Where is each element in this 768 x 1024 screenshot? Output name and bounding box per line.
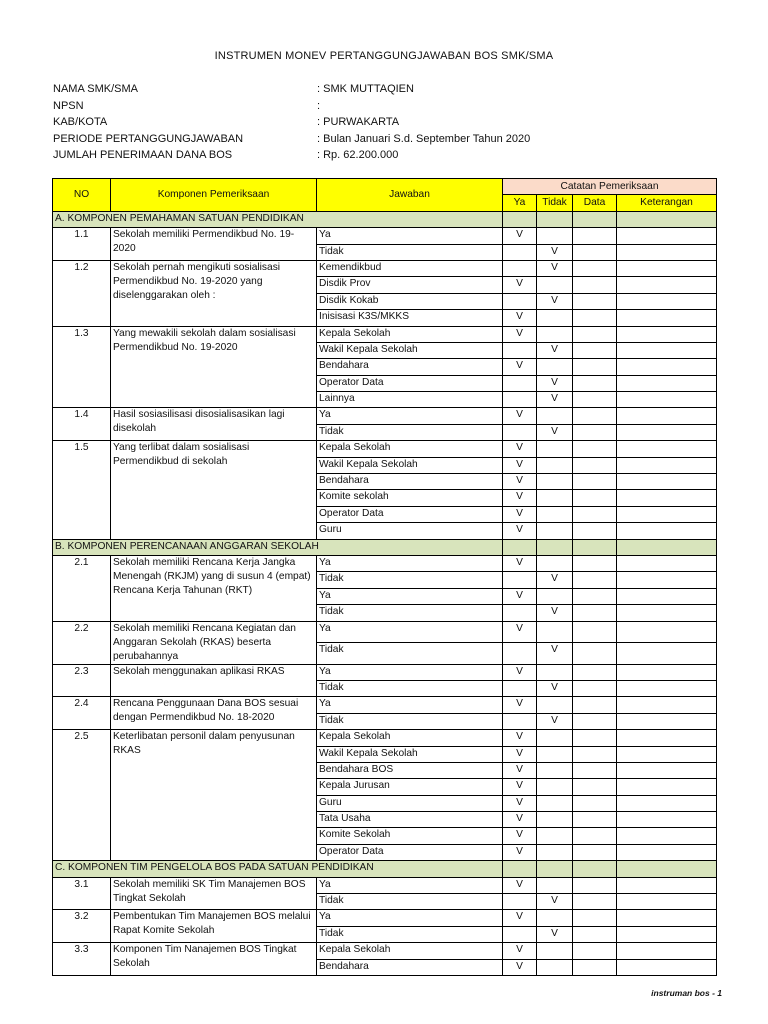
- check-ya: V: [503, 844, 537, 860]
- keterangan-cell: [617, 474, 717, 490]
- check-ya: V: [503, 326, 537, 342]
- check-ya: [503, 260, 537, 276]
- keterangan-cell: [617, 730, 717, 746]
- item-komponen: Keterlibatan personil dalam penyusunan RKAS: [111, 730, 317, 861]
- check-ya: V: [503, 812, 537, 828]
- data-cell: [573, 375, 617, 391]
- item-komponen: Sekolah memiliki Permendikbud No. 19-2020: [111, 228, 317, 261]
- answer-option: Disdik Prov: [317, 277, 503, 293]
- keterangan-cell: [617, 680, 717, 696]
- check-ya: [503, 375, 537, 391]
- check-tidak: [537, 506, 573, 522]
- item-komponen: Komponen Tim Nanajemen BOS Tingkat Sekolah: [111, 943, 317, 976]
- keterangan-cell: [617, 441, 717, 457]
- item-komponen: Yang mewakili sekolah dalam sosialisasi Permendikbud No. 19-2020: [111, 326, 317, 408]
- keterangan-cell: [617, 588, 717, 604]
- info-value: : Rp. 62.200.000: [317, 149, 399, 161]
- data-cell: [573, 877, 617, 893]
- check-ya: [503, 680, 537, 696]
- keterangan-cell: [617, 746, 717, 762]
- data-cell: [573, 326, 617, 342]
- section-empty-cell: [537, 211, 573, 227]
- check-ya: V: [503, 310, 537, 326]
- item-komponen: Sekolah memiliki Rencana Kegiatan dan Anggaran Sekolah (RKAS) beserta perubahannya: [111, 621, 317, 664]
- data-cell: [573, 572, 617, 588]
- item-number: 2.4: [53, 697, 111, 730]
- keterangan-cell: [617, 326, 717, 342]
- info-value: :: [317, 99, 321, 112]
- item-number: 3.2: [53, 910, 111, 943]
- table-row: [53, 697, 717, 713]
- check-tidak: V: [537, 244, 573, 260]
- data-cell: [573, 457, 617, 473]
- keterangan-cell: [617, 260, 717, 276]
- keterangan-cell: [617, 621, 717, 643]
- answer-option: Ya: [317, 664, 503, 680]
- answer-option: Bendahara: [317, 959, 503, 975]
- data-cell: [573, 621, 617, 643]
- check-tidak: [537, 457, 573, 473]
- info-label: NAMA SMK/SMA: [53, 83, 138, 95]
- check-tidak: [537, 228, 573, 244]
- check-ya: [503, 894, 537, 910]
- check-tidak: [537, 408, 573, 424]
- table-row: [53, 621, 717, 643]
- check-tidak: [537, 828, 573, 844]
- keterangan-cell: [617, 457, 717, 473]
- section-label: A. KOMPONEN PEMAHAMAN SATUAN PENDIDIKAN: [53, 211, 503, 227]
- answer-option: Kepala Jurusan: [317, 779, 503, 795]
- data-cell: [573, 293, 617, 309]
- header-keterangan: Keterangan: [617, 195, 717, 211]
- check-tidak: V: [537, 926, 573, 942]
- table-row: [53, 326, 717, 342]
- header-tidak: Tidak: [537, 195, 573, 211]
- item-number: 1.5: [53, 441, 111, 539]
- answer-option: Tidak: [317, 643, 503, 665]
- section-empty-cell: [573, 211, 617, 227]
- data-cell: [573, 697, 617, 713]
- keterangan-cell: [617, 277, 717, 293]
- check-tidak: [537, 621, 573, 643]
- check-ya: V: [503, 910, 537, 926]
- data-cell: [573, 506, 617, 522]
- header-komponen: Komponen Pemeriksaan: [111, 179, 317, 212]
- answer-option: Ya: [317, 228, 503, 244]
- answer-option: Tidak: [317, 894, 503, 910]
- item-number: 1.3: [53, 326, 111, 408]
- check-tidak: V: [537, 260, 573, 276]
- check-ya: V: [503, 506, 537, 522]
- answer-option: Ya: [317, 555, 503, 571]
- data-cell: [573, 680, 617, 696]
- section-empty-cell: [573, 539, 617, 555]
- check-ya: [503, 926, 537, 942]
- check-ya: V: [503, 762, 537, 778]
- check-ya: [503, 572, 537, 588]
- section-label: B. KOMPONEN PERENCANAAN ANGGARAN SEKOLAH: [53, 539, 503, 555]
- check-ya: [503, 424, 537, 440]
- keterangan-cell: [617, 697, 717, 713]
- check-ya: V: [503, 877, 537, 893]
- answer-option: Kemendikbud: [317, 260, 503, 276]
- keterangan-cell: [617, 844, 717, 860]
- check-ya: V: [503, 474, 537, 490]
- check-tidak: [537, 762, 573, 778]
- check-tidak: [537, 697, 573, 713]
- item-komponen: Sekolah menggunakan aplikasi RKAS: [111, 664, 317, 697]
- check-ya: V: [503, 828, 537, 844]
- inspection-table: [52, 178, 717, 976]
- item-komponen: Rencana Penggunaan Dana BOS sesuai dengan Permendikbud No. 18-2020: [111, 697, 317, 730]
- answer-option: Wakil Kepala Sekolah: [317, 342, 503, 358]
- keterangan-cell: [617, 959, 717, 975]
- check-ya: V: [503, 588, 537, 604]
- check-tidak: [537, 779, 573, 795]
- keterangan-cell: [617, 490, 717, 506]
- item-komponen: Yang terlibat dalam sosialisasi Permendikbud di sekolah: [111, 441, 317, 539]
- check-tidak: [537, 277, 573, 293]
- section-row: [53, 861, 717, 877]
- keterangan-cell: [617, 572, 717, 588]
- keterangan-cell: [617, 359, 717, 375]
- section-empty-cell: [617, 539, 717, 555]
- check-tidak: [537, 795, 573, 811]
- section-empty-cell: [537, 539, 573, 555]
- check-tidak: V: [537, 572, 573, 588]
- data-cell: [573, 260, 617, 276]
- table-row: [53, 260, 717, 276]
- info-label: KAB/KOTA: [53, 116, 108, 128]
- table-row: [53, 943, 717, 959]
- keterangan-cell: [617, 795, 717, 811]
- keterangan-cell: [617, 877, 717, 893]
- data-cell: [573, 359, 617, 375]
- check-tidak: [537, 664, 573, 680]
- data-cell: [573, 277, 617, 293]
- data-cell: [573, 926, 617, 942]
- answer-option: Tidak: [317, 713, 503, 729]
- check-tidak: [537, 844, 573, 860]
- check-ya: V: [503, 621, 537, 643]
- check-ya: V: [503, 523, 537, 539]
- check-tidak: [537, 910, 573, 926]
- info-label: PERIODE PERTANGGUNGJAWABAN: [53, 132, 244, 145]
- keterangan-cell: [617, 310, 717, 326]
- keterangan-cell: [617, 910, 717, 926]
- answer-option: Tidak: [317, 605, 503, 621]
- item-number: 2.2: [53, 621, 111, 664]
- data-cell: [573, 228, 617, 244]
- check-tidak: [537, 310, 573, 326]
- info-value: : SMK MUTTAQIEN: [317, 83, 414, 95]
- item-number: 3.3: [53, 943, 111, 976]
- answer-option: Ya: [317, 588, 503, 604]
- data-cell: [573, 244, 617, 260]
- keterangan-cell: [617, 926, 717, 942]
- data-cell: [573, 555, 617, 571]
- header-data: Data: [573, 195, 617, 211]
- keterangan-cell: [617, 762, 717, 778]
- check-ya: V: [503, 457, 537, 473]
- check-ya: [503, 342, 537, 358]
- check-tidak: [537, 326, 573, 342]
- header-catatan: Catatan Pemeriksaan: [503, 179, 717, 195]
- answer-option: Disdik Kokab: [317, 293, 503, 309]
- data-cell: [573, 746, 617, 762]
- section-row: [53, 539, 717, 555]
- data-cell: [573, 812, 617, 828]
- keterangan-cell: [617, 228, 717, 244]
- data-cell: [573, 310, 617, 326]
- data-cell: [573, 730, 617, 746]
- check-tidak: V: [537, 293, 573, 309]
- section-empty-cell: [537, 861, 573, 877]
- data-cell: [573, 894, 617, 910]
- check-ya: V: [503, 664, 537, 680]
- table-row: [53, 730, 717, 746]
- answer-option: Ya: [317, 877, 503, 893]
- data-cell: [573, 523, 617, 539]
- check-ya: V: [503, 730, 537, 746]
- check-ya: [503, 605, 537, 621]
- answer-option: Ya: [317, 408, 503, 424]
- answer-option: Wakil Kepala Sekolah: [317, 746, 503, 762]
- answer-option: Operator Data: [317, 506, 503, 522]
- item-number: 1.4: [53, 408, 111, 441]
- data-cell: [573, 664, 617, 680]
- check-ya: [503, 643, 537, 665]
- answer-option: Bendahara: [317, 359, 503, 375]
- keterangan-cell: [617, 555, 717, 571]
- info-value: : PURWAKARTA: [317, 116, 400, 128]
- item-komponen: Pembentukan Tim Manajemen BOS melalui Rapat Komite Sekolah: [111, 910, 317, 943]
- check-tidak: [537, 490, 573, 506]
- answer-option: Kepala Sekolah: [317, 943, 503, 959]
- data-cell: [573, 943, 617, 959]
- data-cell: [573, 779, 617, 795]
- keterangan-cell: [617, 244, 717, 260]
- answer-option: Tidak: [317, 424, 503, 440]
- keterangan-cell: [617, 392, 717, 408]
- info-label: NPSN: [53, 99, 84, 112]
- section-empty-cell: [503, 211, 537, 227]
- keterangan-cell: [617, 713, 717, 729]
- item-komponen: Sekolah memiliki Rencana Kerja Jangka Menengah (RKJM) yang di susun 4 (empat) Rencana Kerja Tahunan (RKT): [111, 555, 317, 621]
- data-cell: [573, 605, 617, 621]
- keterangan-cell: [617, 342, 717, 358]
- document-title: INSTRUMEN MONEV PERTANGGUNGJAWABAN BOS SMK/SMA: [214, 50, 554, 62]
- keterangan-cell: [617, 828, 717, 844]
- answer-option: Bendahara: [317, 474, 503, 490]
- header-no: NO: [53, 179, 111, 212]
- section-empty-cell: [503, 861, 537, 877]
- check-ya: V: [503, 277, 537, 293]
- answer-option: Inisisasi K3S/MKKS: [317, 310, 503, 326]
- section-empty-cell: [573, 861, 617, 877]
- answer-option: Komite sekolah: [317, 490, 503, 506]
- answer-option: Tata Usaha: [317, 812, 503, 828]
- check-tidak: V: [537, 713, 573, 729]
- check-ya: [503, 392, 537, 408]
- table-row: [53, 877, 717, 893]
- answer-option: Kepala Sekolah: [317, 441, 503, 457]
- item-number: 2.5: [53, 730, 111, 861]
- data-cell: [573, 424, 617, 440]
- check-ya: [503, 244, 537, 260]
- section-empty-cell: [617, 211, 717, 227]
- check-ya: V: [503, 959, 537, 975]
- data-cell: [573, 713, 617, 729]
- data-cell: [573, 643, 617, 665]
- item-komponen: Sekolah pernah mengikuti sosialisasi Permendikbud No. 19-2020 yang diselenggarakan oleh :: [111, 260, 317, 326]
- check-tidak: V: [537, 605, 573, 621]
- check-tidak: [537, 359, 573, 375]
- answer-option: Tidak: [317, 572, 503, 588]
- answer-option: Komite Sekolah: [317, 828, 503, 844]
- answer-option: Wakil Kepala Sekolah: [317, 457, 503, 473]
- answer-option: Ya: [317, 621, 503, 643]
- data-cell: [573, 828, 617, 844]
- data-cell: [573, 441, 617, 457]
- check-tidak: [537, 441, 573, 457]
- info-label: JUMLAH PENERIMAAN DANA BOS: [53, 149, 233, 161]
- answer-option: Guru: [317, 523, 503, 539]
- check-tidak: [537, 474, 573, 490]
- keterangan-cell: [617, 293, 717, 309]
- data-cell: [573, 910, 617, 926]
- answer-option: Ya: [317, 910, 503, 926]
- check-tidak: [537, 730, 573, 746]
- check-ya: V: [503, 555, 537, 571]
- answer-option: Ya: [317, 697, 503, 713]
- data-cell: [573, 408, 617, 424]
- data-cell: [573, 795, 617, 811]
- check-tidak: [537, 523, 573, 539]
- answer-option: Tidak: [317, 244, 503, 260]
- check-ya: V: [503, 490, 537, 506]
- table-row: [53, 910, 717, 926]
- item-number: 3.1: [53, 877, 111, 910]
- keterangan-cell: [617, 779, 717, 795]
- table-row: [53, 228, 717, 244]
- data-cell: [573, 392, 617, 408]
- check-ya: V: [503, 359, 537, 375]
- check-tidak: V: [537, 342, 573, 358]
- check-tidak: V: [537, 680, 573, 696]
- item-number: 2.3: [53, 664, 111, 697]
- answer-option: Operator Data: [317, 375, 503, 391]
- item-number: 2.1: [53, 555, 111, 621]
- section-label: C. KOMPONEN TIM PENGELOLA BOS PADA SATUAN PENDIDIKAN: [53, 861, 503, 877]
- item-number: 1.2: [53, 260, 111, 326]
- header-jawaban: Jawaban: [317, 179, 503, 212]
- check-ya: [503, 713, 537, 729]
- data-cell: [573, 474, 617, 490]
- table-row: [53, 555, 717, 571]
- keterangan-cell: [617, 664, 717, 680]
- item-komponen: Hasil sosiasilisasi disosialisasikan lagi disekolah: [111, 408, 317, 441]
- keterangan-cell: [617, 523, 717, 539]
- answer-option: Lainnya: [317, 392, 503, 408]
- section-row: [53, 211, 717, 227]
- answer-option: Tidak: [317, 926, 503, 942]
- keterangan-cell: [617, 424, 717, 440]
- check-ya: V: [503, 408, 537, 424]
- check-tidak: V: [537, 643, 573, 665]
- check-tidak: [537, 588, 573, 604]
- data-cell: [573, 762, 617, 778]
- check-tidak: [537, 877, 573, 893]
- item-komponen: Sekolah memiliki SK Tim Manajemen BOS Tingkat Sekolah: [111, 877, 317, 910]
- keterangan-cell: [617, 605, 717, 621]
- keterangan-cell: [617, 643, 717, 665]
- answer-option: Bendahara BOS: [317, 762, 503, 778]
- check-tidak: [537, 746, 573, 762]
- check-ya: V: [503, 441, 537, 457]
- check-ya: V: [503, 943, 537, 959]
- data-cell: [573, 342, 617, 358]
- info-value: : Bulan Januari S.d. September Tahun 2020: [317, 132, 531, 145]
- answer-option: Guru: [317, 795, 503, 811]
- keterangan-cell: [617, 408, 717, 424]
- section-empty-cell: [617, 861, 717, 877]
- check-ya: V: [503, 697, 537, 713]
- header-ya: Ya: [503, 195, 537, 211]
- keterangan-cell: [617, 506, 717, 522]
- check-ya: V: [503, 779, 537, 795]
- data-cell: [573, 490, 617, 506]
- check-tidak: [537, 555, 573, 571]
- item-number: 1.1: [53, 228, 111, 261]
- section-empty-cell: [503, 539, 537, 555]
- check-ya: [503, 293, 537, 309]
- data-cell: [573, 588, 617, 604]
- data-cell: [573, 959, 617, 975]
- check-tidak: [537, 812, 573, 828]
- answer-option: Kepala Sekolah: [317, 326, 503, 342]
- table-row: [53, 408, 717, 424]
- check-tidak: [537, 943, 573, 959]
- data-cell: [573, 844, 617, 860]
- keterangan-cell: [617, 812, 717, 828]
- check-tidak: V: [537, 392, 573, 408]
- keterangan-cell: [617, 894, 717, 910]
- check-tidak: [537, 959, 573, 975]
- table-header-row: [53, 179, 717, 195]
- keterangan-cell: [617, 375, 717, 391]
- page-footer: instruman bos - 1: [651, 988, 722, 998]
- answer-option: Operator Data: [317, 844, 503, 860]
- keterangan-cell: [617, 943, 717, 959]
- check-ya: V: [503, 228, 537, 244]
- answer-option: Tidak: [317, 680, 503, 696]
- table-row: [53, 441, 717, 457]
- check-tidak: V: [537, 375, 573, 391]
- check-tidak: V: [537, 424, 573, 440]
- check-ya: V: [503, 795, 537, 811]
- answer-option: Kepala Sekolah: [317, 730, 503, 746]
- check-tidak: V: [537, 894, 573, 910]
- check-ya: V: [503, 746, 537, 762]
- table-row: [53, 664, 717, 680]
